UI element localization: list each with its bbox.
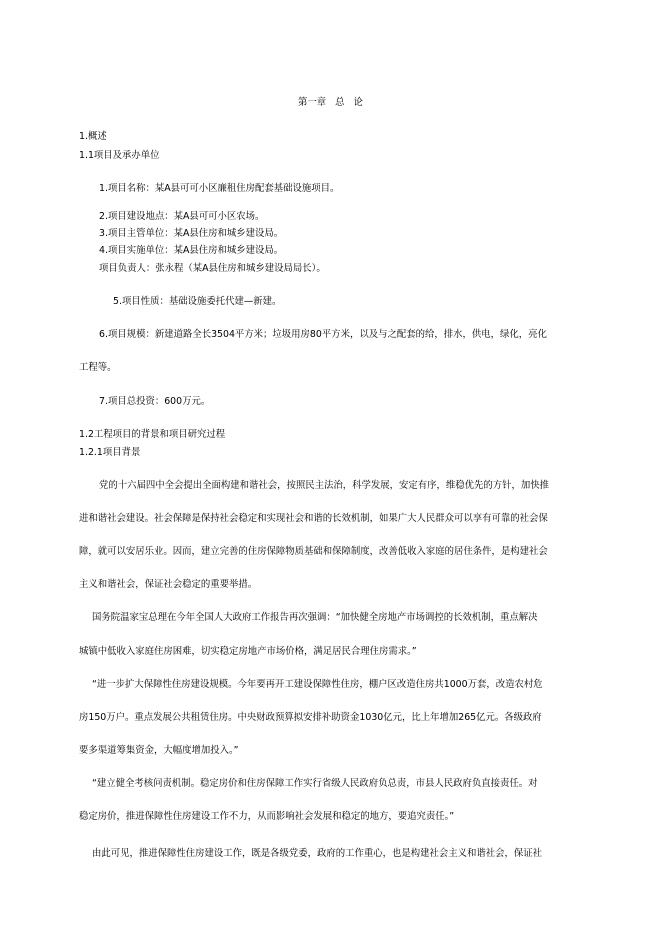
item-project-name: 1.项目名称：某A县可可小区廉租住房配套基础设施项目。 <box>99 183 340 194</box>
paragraph-line: 稳定房价，推进保障性住房建设工作不力，从而影响社会发展和稳定的地方，要追究责任。” <box>79 811 455 822</box>
paragraph-line: 进和谐社会建设。社会保障是保持社会稳定和实现社会和谐的长效机制，如果广大人民群众可以享有可靠的社会保 <box>79 513 548 524</box>
paragraph-line: 障，就可以安居乐业。因而，建立完善的住房保障物质基础和保障制度，改善低收入家庭的居住条件，是构建社会 <box>79 546 548 557</box>
item-supervising-unit: 3.项目主管单位：某A县住房和城乡建设局。 <box>99 228 284 239</box>
paragraph-line: 党的十六届四中全会提出全面构建和谐社会，按照民主法治，科学发展，安定有序，维稳优先的方针，加快推 <box>99 480 550 491</box>
paragraph-line: 国务院温家宝总理在今年全国人大政府工作报告再次强调：“加快健全房地产市场调控的长效机制，重点解决 <box>92 612 538 623</box>
paragraph-line: 城镇中低收入家庭住房困难，切实稳定房地产市场价格，满足居民合理住房需求。” <box>79 646 417 657</box>
paragraph-line: “建立健全考核问责机制。稳定房价和住房保障工作实行省级人民政府负总责，市县人民政府负直接责任。对 <box>92 778 538 789</box>
chapter-title: 第一章 总 论 <box>298 97 363 108</box>
section-heading-overview: 1.概述 <box>79 131 107 142</box>
paragraph-line: 主义和谐社会，保证社会稳定的重要举措。 <box>79 579 258 590</box>
paragraph-line: “进一步扩大保障性住房建设规模。今年要再开工建设保障性住房，棚户区改造住房共1000万套，改造农村危 <box>92 679 543 690</box>
item-implementing-unit: 4.项目实施单位：某A县住房和城乡建设局。 <box>99 245 284 256</box>
paragraph-line: 要多渠道筹集资金，大幅度增加投入。” <box>79 745 239 756</box>
paragraph-line: 由此可见，推进保障性住房建设工作，既是各级党委，政府的工作重心，也是构建社会主义和谐社会，保证社 <box>92 848 543 859</box>
item-project-scale-line1: 6.项目规模：新建道路全长3504平方米；垃圾用房80平方米，以及与之配套的给，排水，供电，绿化，亮化 <box>99 329 547 340</box>
item-project-scale-line2: 工程等。 <box>79 362 117 373</box>
paragraph-line: 房150万户。重点发展公共租赁住房。中央财政预算拟安排补助资金1030亿元，比上年增加265亿元。各级政府 <box>79 712 542 723</box>
item-project-location: 2.项目建设地点：某A县可可小区农场。 <box>99 211 265 222</box>
subsection-heading-background: 1.2.1项目背景 <box>79 447 141 458</box>
item-project-leader: 项目负责人：张永程（某A县住房和城乡建设局局长）。 <box>99 263 326 274</box>
section-heading-project: 1.1项目及承办单位 <box>79 150 160 161</box>
item-project-nature: 5.项目性质：基础设施委托代建—新建。 <box>113 296 282 307</box>
section-heading-background: 1.2工程项目的背景和项目研究过程 <box>79 429 226 440</box>
item-total-investment: 7.项目总投资：600万元。 <box>99 396 211 407</box>
